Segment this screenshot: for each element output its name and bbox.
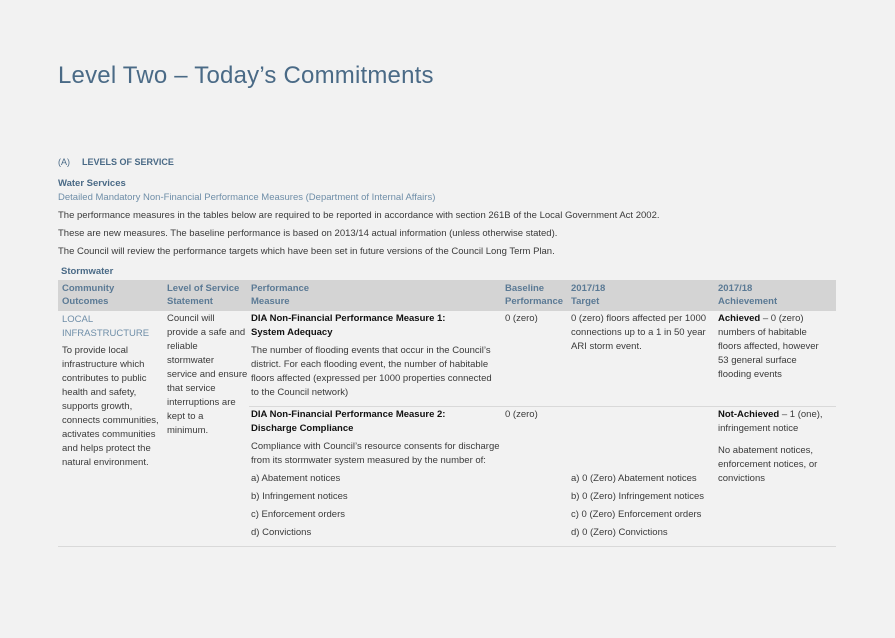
community-line: infrastructure which [62,359,145,370]
header-text: Performance [251,283,310,294]
table-caption: Stormwater [61,266,114,277]
community-line: contributes to public [62,373,147,384]
community-line: and helps protect the [62,443,151,454]
measure1-line: to the Council network) [251,387,349,398]
header-text: Outcomes [62,295,109,307]
los-line: reliable [167,341,198,352]
header-text: Community [62,283,115,294]
measure2-target: b) 0 (Zero) Infringement notices [571,491,705,502]
header-text: Target [571,295,600,307]
achieved-status: Achieved [718,313,761,324]
achievement-note-line: No abatement notices, [718,445,814,456]
paragraph-review: The Council will review the performance targets which have been set in future versions of the Council Long Term Plan. [58,246,555,257]
water-services-heading: Water Services [58,178,126,189]
measure1-target-line: 0 (zero) floors affected per 1000 [571,313,707,324]
page-title: Level Two – Today’s Commitments [58,62,434,89]
measure1-line: floors affected (expressed per 1000 properties connected [251,373,492,384]
measure1-line: The number of flooding events that occur in the Council’s [251,345,491,356]
measures-subheading: Detailed Mandatory Non-Financial Performance Measures (Department of Internal Affairs) [58,192,436,203]
los-line: provide a safe and [167,327,246,338]
community-body [62,344,159,470]
not-achieved-status: Not-Achieved [718,409,780,420]
measure2-description [251,440,500,468]
header-text: 2017/18 [571,283,606,294]
measure2-target: d) 0 (Zero) Convictions [571,527,668,538]
header-text: Level of Service [167,283,240,294]
community-line: health and safety, [62,387,137,398]
measure2-line: from its stormwater system measured by the number of: [251,455,486,466]
achievement-line: numbers of habitable [718,327,807,338]
measure-divider [249,406,836,407]
header-performance-measure [251,283,309,308]
achievement-line: floors affected, however [718,341,819,352]
measure1-line: district. For each flooding event, the number of habitable [251,359,489,370]
community-heading-line: INFRASTRUCTURE [62,328,150,339]
measure1-target-line: connections up to a 1 in 50 year [571,327,706,338]
measure2-item: a) Abatement notices [251,473,341,484]
achievement-line: 53 general surface [718,355,797,366]
paragraph-legislation: The performance measures in the tables below are required to be reported in accordance with section 261B of the Local Government Act 2002. [58,210,660,221]
community-line: To provide local [62,345,129,356]
measure2-title-line: Discharge Compliance [251,423,354,434]
header-text: Performance [505,295,564,307]
achievement-note-line: convictions [718,473,765,484]
measure1-baseline: 0 (zero) [505,313,538,324]
measure1-target-line: ARI storm event. [571,341,642,352]
community-line: supports growth, [62,401,133,412]
header-community-outcomes [62,283,114,308]
section-label: LEVELS OF SERVICE [82,157,174,167]
los-line: that service [167,383,216,394]
achievement-text: – 0 (zero) [760,313,804,324]
header-text: Achievement [718,295,778,307]
achievement-note-line: enforcement notices, or [718,459,818,470]
measure2-target: a) 0 (Zero) Abatement notices [571,473,697,484]
community-heading [62,313,149,341]
header-text: Measure [251,295,290,307]
measure1-title [251,312,445,340]
measure2-title [251,408,445,436]
los-line: service and ensure [167,369,248,380]
header-achievement [718,283,777,308]
measure2-baseline: 0 (zero) [505,409,538,420]
measure2-item: b) Infringement notices [251,491,348,502]
achievement-line: infringement notice [718,423,799,434]
measure2-target: c) 0 (Zero) Enforcement orders [571,509,702,520]
los-line: Council will [167,313,215,324]
community-line: natural environment. [62,457,149,468]
community-line: activates communities [62,429,156,440]
table-bottom-border [58,546,836,547]
measure1-achievement [718,312,819,382]
achievement-line: flooding events [718,369,782,380]
header-text: Statement [167,295,213,307]
measure1-description [251,344,492,400]
paragraph-baseline: These are new measures. The baseline performance is based on 2013/14 actual information (unless otherwise stated). [58,228,558,239]
header-level-of-service [167,283,239,308]
measure2-achievement-note [718,444,817,486]
section-heading [58,157,174,167]
measure2-line: Compliance with Council’s resource consents for discharge [251,441,500,452]
los-line: kept to a [167,411,204,422]
measure1-achievement-first-line [718,312,819,326]
community-heading-line: LOCAL [62,314,94,325]
header-target [571,283,605,308]
measure2-achievement [718,408,823,436]
header-text: 2017/18 [718,283,753,294]
level-of-service-statement [167,312,247,438]
measure2-item: d) Convictions [251,527,312,538]
measure2-achievement-first-line [718,408,823,422]
measure2-title-line: DIA Non-Financial Performance Measure 2: [251,409,446,420]
header-baseline [505,283,563,308]
measure1-title-line: DIA Non-Financial Performance Measure 1: [251,313,446,324]
header-text: Baseline [505,283,545,294]
measure1-title-line: System Adequacy [251,327,333,338]
achievement-text: – 1 (one), [779,409,823,420]
los-line: stormwater [167,355,214,366]
measure2-item: c) Enforcement orders [251,509,345,520]
los-line: interruptions are [167,397,236,408]
table-header-row [58,280,836,311]
section-marker: (A) [58,157,70,167]
community-line: connects communities, [62,415,159,426]
measure1-target [571,312,706,354]
los-line: minimum. [167,425,209,436]
